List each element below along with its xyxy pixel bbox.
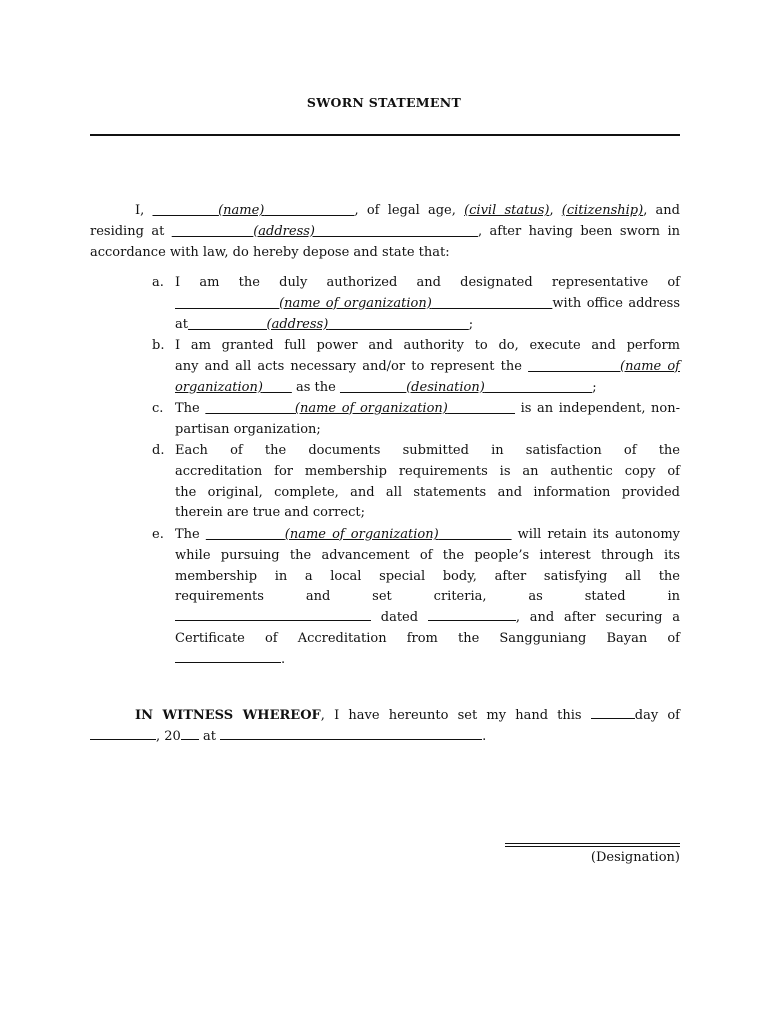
intro-line-1 <box>90 201 680 222</box>
civil-status-field: (civil status) <box>464 203 550 218</box>
signature-line <box>505 846 680 847</box>
list-item-letter: a. <box>152 275 164 290</box>
list-item-line: membership in a local special body, after satisfying all the <box>175 568 680 584</box>
municipality-blank <box>175 650 281 663</box>
list-item-line: I am granted full power and authority to do, execute and perform <box>175 338 680 353</box>
intro-text: residing at <box>90 223 165 239</box>
list-item-body <box>175 441 680 524</box>
list-item-line <box>175 315 680 336</box>
document-title: SWORN STATEMENT <box>306 95 462 110</box>
witness-text: , 20 <box>156 728 181 744</box>
intro-text: I, <box>135 203 145 218</box>
list-item-line <box>175 294 680 315</box>
day-blank <box>591 706 635 719</box>
address-field-label: (address) <box>266 316 329 332</box>
list-item-d <box>152 441 680 525</box>
month-blank <box>90 727 156 740</box>
list-item-body <box>175 273 680 335</box>
title-rule <box>90 134 680 136</box>
witness-line-1 <box>90 706 680 727</box>
witness-paragraph <box>90 706 680 748</box>
list-item-line: Certificate of Accreditation from the Sangguniang Bayan of <box>175 630 680 646</box>
address-field <box>172 224 478 239</box>
intro-text: , and <box>643 203 680 218</box>
witness-text: at <box>202 728 216 744</box>
list-item-line: the original, complete, and all statements and information provided <box>175 484 680 500</box>
list-item-line <box>175 525 680 546</box>
list-item-a <box>152 273 680 336</box>
list-item-text: will retain its autonomy <box>517 527 680 542</box>
list-item-text: The <box>175 401 200 416</box>
list-item-text: dated <box>380 610 419 626</box>
organization-field <box>205 401 515 416</box>
list-item-letter: e. <box>152 527 164 542</box>
intro-text: , of legal age, <box>354 203 456 218</box>
list-item-b <box>152 336 680 399</box>
organization-field <box>175 380 292 395</box>
signature-line <box>505 843 680 844</box>
list-item-body <box>175 336 680 398</box>
list-item-body <box>175 399 680 441</box>
list-item-letter: b. <box>152 338 165 353</box>
organization-field-label: (name of organization) <box>294 401 448 416</box>
witness-text: , I have hereunto set my hand this <box>320 708 582 723</box>
designation-field <box>340 380 592 395</box>
list-item-text: ; <box>468 316 474 332</box>
list-item-line: while pursuing the advancement of the people’s interest through its <box>175 547 680 563</box>
date-blank <box>428 608 516 621</box>
list-item-line <box>175 399 680 420</box>
list-item-line: requirements and set criteria, as stated in <box>175 589 680 605</box>
witness-heading: IN WITNESS WHEREOF <box>135 708 321 723</box>
list-item-letter: d. <box>152 443 165 458</box>
list-item-line <box>175 650 680 671</box>
list-item-line: accreditation for membership requirements is an authentic copy of <box>175 463 680 479</box>
intro-text: , <box>549 203 554 218</box>
organization-field-label: (name of organization) <box>284 527 439 542</box>
list-item-letter: c. <box>152 401 164 416</box>
list-item-text: . <box>281 651 286 667</box>
organization-field <box>206 527 512 542</box>
designation-label: (Designation) <box>590 850 680 865</box>
list-item-line <box>175 378 680 399</box>
address-field <box>188 317 469 332</box>
list-item-text: at <box>175 316 188 332</box>
list-item-text: any and all acts necessary and/or to represent the <box>175 358 522 374</box>
list-item-line: therein are true and correct; <box>175 505 365 521</box>
list-item-text: as the <box>295 379 336 395</box>
reference-blank <box>175 608 371 621</box>
intro-paragraph <box>90 201 680 263</box>
designation-field-label: (desination) <box>406 379 485 395</box>
witness-text: day of <box>634 708 680 723</box>
name-field <box>152 203 354 218</box>
place-blank <box>220 727 482 740</box>
intro-text: , after having been sworn in <box>477 223 680 239</box>
address-field-label: (address) <box>253 223 315 239</box>
list-item-text: with office address <box>552 295 681 311</box>
list-item-text: , and after securing a <box>515 610 680 626</box>
list-item-text: ; <box>592 379 597 395</box>
witness-line-2 <box>90 727 680 748</box>
list-item-line: partisan organization; <box>175 421 321 437</box>
list-item-line <box>175 357 680 378</box>
name-field-label: (name) <box>218 203 265 218</box>
organization-field-label: organization) <box>175 379 263 395</box>
witness-text: . <box>482 728 487 744</box>
list-item-body <box>175 525 680 671</box>
list-item-line: Each of the documents submitted in satisfaction of the <box>175 443 680 458</box>
list-item-c <box>152 399 680 441</box>
organization-field-label: (name of <box>620 358 680 374</box>
organization-field <box>175 296 552 311</box>
list-item-text: The <box>175 527 200 542</box>
intro-line-3: accordance with law, do hereby depose and state that: <box>90 244 450 260</box>
year-blank <box>181 727 199 740</box>
citizenship-field: (citizenship) <box>561 203 644 218</box>
organization-field <box>528 359 680 374</box>
intro-line-2 <box>90 222 680 243</box>
organization-field-label: (name of organization) <box>279 295 432 311</box>
list-item-line: I am the duly authorized and designated representative of <box>175 275 680 290</box>
list-item-text: is an independent, non- <box>520 401 681 416</box>
list-item-e <box>152 525 680 675</box>
list-item-line <box>175 608 680 629</box>
